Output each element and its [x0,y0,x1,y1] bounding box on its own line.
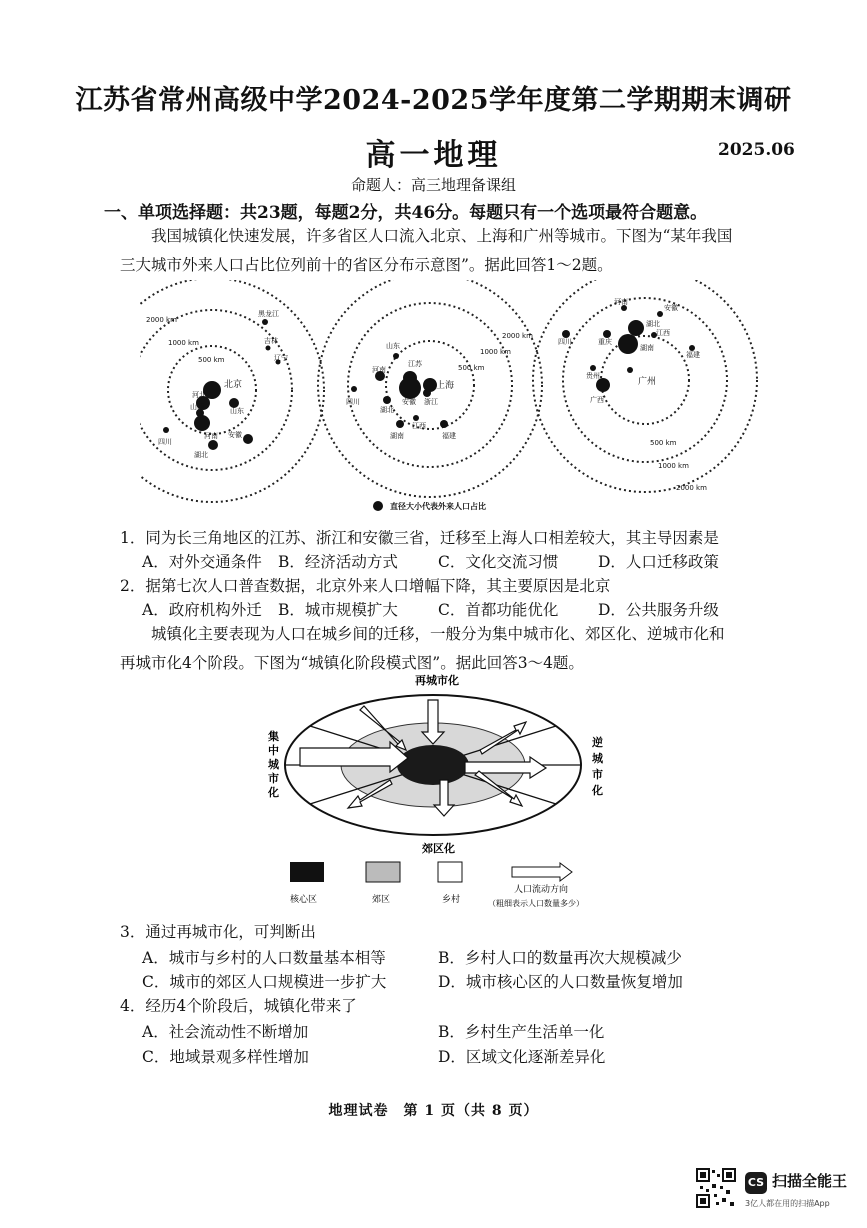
gz-label-chongqing: 重庆 [598,338,612,346]
sh-dot-anhui [399,377,421,399]
legend-suburb-swatch [366,862,400,882]
gz-label-hunan: 湖南 [640,344,654,352]
q4-option-c: C．地域景观多样性增加 [142,1048,309,1066]
question-1-stem: 1．同为长三角地区的江苏、浙江和安徽三省，迁移至上海人口相差较大，其主导因素是 [120,529,719,547]
gz-label-guangxi: 广西 [590,396,604,404]
svg-text:化: 化 [268,786,279,799]
svg-text:集: 集 [268,730,279,743]
sh-label-hubei: 湖北 [380,406,394,414]
bj-label-liaoning: 辽宁 [274,354,288,362]
bj-label-shandong: 山东 [230,407,244,415]
gz-label-henan: 河南 [614,298,628,306]
core-ellipse [397,745,469,785]
fig2-bottom-label: 郊区化 [422,842,455,855]
question-3-stem: 3．通过再城市化，可判断出 [120,923,316,941]
bj-label-shanxi: 山西 [190,403,204,411]
q2-option-c: C．首都功能优化 [438,601,559,619]
figure1-legend-text: 直径大小代表外来人口占比 [390,502,486,511]
bj-label-henan: 河南 [204,432,218,440]
q1-option-d: D．人口迁移政策 [598,553,719,571]
svg-text:逆: 逆 [592,736,603,749]
gz-label-hubei: 湖北 [646,320,660,328]
gz-dot-chongqing [603,330,611,338]
sh-label-fujian: 福建 [442,432,456,440]
legend-rural-swatch [438,862,462,882]
q3-option-c: C．城市的郊区人口规模进一步扩大 [142,973,387,991]
svg-text:城: 城 [592,752,603,765]
bj-ring-2000: 2000 km [146,316,177,324]
gz-label-jiangxi: 江西 [656,329,670,337]
intro1-line-2: 三大城市外来人口占比位列前十的省区分布示意图”。据此回答1～2题。 [120,256,613,274]
bj-center-label: 北京 [224,380,243,390]
sh-ring-2000: 2000 km [502,332,533,340]
exam-date: 2025.06 [718,140,795,160]
gz-label-sichuan: 四川 [558,338,572,346]
gz-label-anhui: 安徽 [664,304,678,312]
qr-code-icon [696,1168,736,1208]
fig2-right-label [591,735,604,797]
scanner-app-name: 扫描全能王 [772,1172,848,1190]
svg-text:中: 中 [268,744,279,757]
bj-label-heilongjiang: 黑龙江 [258,310,279,318]
sh-label-jiangsu: 江苏 [408,360,422,368]
fig2-legend [290,862,584,908]
bj-dot-henan [194,415,210,431]
gz-dot-hubei [628,320,644,336]
gz-label-guizhou: 贵州 [586,372,600,380]
q2-option-d: D．公共服务升级 [598,601,719,619]
sh-dot-hubei [383,396,391,404]
q1-option-c: C．文化交流习惯 [438,553,559,571]
section-heading: 一、单项选择题：共23题，每题2分，共46分。每题只有一个选项最符合题意。 [104,203,708,223]
svg-text:市: 市 [592,768,603,781]
svg-text:市: 市 [268,772,279,785]
exam-author: 命题人：高三地理备课组 [350,176,516,194]
legend-flow-note: （粗细表示人口数量多少） [488,899,584,908]
intro2-line-2: 再城市化4个阶段。下图为“城镇化阶段模式图”。据此回答3～4题。 [120,654,584,672]
q4-option-d: D．区域文化逐渐差异化 [438,1048,606,1066]
legend-flow-label: 人口流动方向 [514,885,569,895]
gz-label-fujian: 福建 [686,351,700,359]
figure-2-urbanization-model [250,670,620,920]
sh-dot-sichuan [351,386,357,392]
bj-dot-hubei [208,440,218,450]
question-2-stem: 2．据第七次人口普查数据，北京外来人口增幅下降，其主要原因是北京 [120,577,611,595]
sh-label-anhui: 安徽 [402,398,416,406]
subject-title: 高一地理 [365,138,502,173]
fig2-left-label [267,729,280,799]
gz-center-dot [627,367,633,373]
gz-dot-guizhou [590,365,596,371]
figure-1-ring-maps [140,280,760,520]
bj-dot-anhui [243,434,253,444]
sh-label-hunan: 湖南 [390,432,404,440]
gz-ring-2000: 2000 km [676,484,707,492]
bj-label-anhui: 安徽 [228,431,242,439]
q2-option-b: B．城市规模扩大 [278,601,398,619]
q3-option-a: A．城市与乡村的人口数量基本相等 [142,949,386,967]
legend-core-label: 核心区 [290,895,318,905]
page-footer: 地理试卷 第 1 页（共 8 页） [328,1103,539,1119]
gz-dot-sichuan [562,330,570,338]
gz-ring-1000: 1000 km [658,462,689,470]
svg-text:城: 城 [268,758,279,771]
sh-dot-shandong [393,353,399,359]
sh-dot-fujian [440,420,448,428]
sh-ring-500: 500 km [458,364,485,372]
bj-label-sichuan: 四川 [158,438,172,446]
q3-option-d: D．城市核心区的人口数量恢复增加 [438,973,683,991]
bj-ring-1000: 1000 km [168,339,199,347]
q4-option-b: B．乡村生产生活单一化 [438,1023,605,1041]
bj-dot-jilin [266,346,271,351]
scanner-app-tagline: 3亿人都在用的扫描App [745,1199,830,1208]
sh-label-shandong: 山东 [386,342,400,350]
bj-dot-sichuan [163,427,169,433]
figure1-legend-dot [373,501,383,511]
cs-logo-icon: CS [745,1172,767,1194]
intro1-line-1: 我国城镇化快速发展，许多省区人口流入北京、上海和广州等城市。下图为“某年我国 [151,227,733,245]
gz-center-label: 广州 [638,377,657,387]
q1-option-a: A．对外交通条件 [142,553,262,571]
gz-dot-guangxi [596,378,610,392]
intro2-line-1: 城镇化主要表现为人口在城乡间的迁移，一般分为集中城市化、郊区化、逆城市化和 [151,625,725,643]
legend-rural-label: 乡村 [442,895,461,905]
intro-paragraph-1 [120,222,760,280]
sh-dot-jiangxi [413,415,419,421]
fig2-top-label: 再城市化 [415,674,459,687]
q3-option-b: B．乡村人口的数量再次大规模减少 [438,949,682,967]
bj-label-hubei: 湖北 [194,451,208,459]
gz-ring-500: 500 km [650,439,677,447]
gz-dot-anhui [657,311,663,317]
q1-option-b: B．经济活动方式 [278,553,398,571]
sh-dot-zhejiang [423,389,431,397]
sh-dot-hunan [396,420,404,428]
svg-text:化: 化 [592,784,603,797]
sh-label-jiangxi: 江西 [412,422,426,430]
gz-dot-hunan [618,334,638,354]
bj-label-hebei: 河北 [192,391,206,399]
bj-ring-500: 500 km [198,356,225,364]
sh-label-sichuan: 四川 [346,398,360,406]
q4-option-a: A．社会流动性不断增加 [142,1023,309,1041]
sh-label-zhejiang: 浙江 [424,398,438,406]
legend-core-swatch [290,862,324,882]
bj-label-jilin: 吉林 [264,337,278,345]
exam-title: 江苏省常州高级中学2024-2025学年度第二学期期末调研 [75,85,792,116]
legend-flow-arrow [512,863,572,881]
legend-suburb-label: 郊区 [372,895,391,905]
beijing-rings [140,280,324,502]
bj-dot-heilongjiang [262,319,268,325]
q2-option-a: A．政府机构外迁 [142,601,262,619]
sh-ring-1000: 1000 km [480,348,511,356]
question-4-stem: 4．经历4个阶段后，城镇化带来了 [120,997,357,1015]
sh-label-henan: 河南 [372,366,386,374]
sh-center-label: 上海 [436,381,455,391]
